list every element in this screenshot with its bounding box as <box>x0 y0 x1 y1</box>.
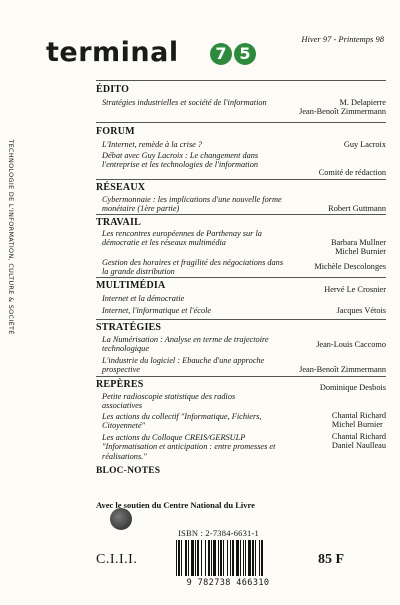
globe-stamp-icon <box>110 508 132 530</box>
section-rule <box>96 214 386 215</box>
price: 85 F <box>318 552 345 567</box>
entry-author: Chantal Richard Daniel Naulleau <box>331 432 386 451</box>
entry-author: Jean-Louis Caccomo <box>316 340 386 349</box>
bloc-notes-heading: BLOC-NOTES <box>96 466 161 476</box>
isbn: ISBN : 2-7384-6631-1 <box>178 528 259 538</box>
issue-digit: 7 <box>210 43 232 65</box>
entry-author: Comité de rédaction <box>318 168 386 177</box>
section-title-reperes: REPÈRES <box>96 379 144 390</box>
entry-title: Les rencontres européennes de Parthenay sur la démocratie et les réseaux multimédia <box>102 229 262 248</box>
masthead <box>46 34 386 70</box>
section-title-reseaux: RÉSEAUX <box>96 182 146 193</box>
sidebar-tagline <box>1 72 21 402</box>
section-rule <box>96 277 386 278</box>
issue-digit: 5 <box>234 43 256 65</box>
entry-title: Stratégies industrielles et société de l'information <box>102 98 267 107</box>
section-rule <box>96 179 386 180</box>
entry-author: Michèle Descolonges <box>314 262 386 271</box>
entry-author: Guy Lacroix <box>343 140 386 149</box>
entry-title: Les actions du Colloque CREIS/GERSULP "Informatisation et anticipation : entre promesses et réalisations." <box>102 433 276 461</box>
section-rule <box>96 376 386 377</box>
entry-title: Internet et la démocratie <box>102 294 185 303</box>
entry-author: M. Delapierre Jean-Benoît Zimmermann <box>299 98 386 117</box>
section-title-multimedia: MULTIMÉDIA <box>96 280 166 291</box>
entry-title: L'Internet, remède à la crise ? <box>102 140 203 149</box>
entry-title: La Numérisation : Analyse en terme de trajectoire technologique <box>102 335 269 354</box>
entry-title: Petite radioscopie statistique des radios associatives <box>102 392 236 411</box>
section-rule <box>96 122 386 123</box>
entry-title: Cybermonnaie : les implications d'une nouvelle forme monétaire (1ère partie) <box>102 195 282 214</box>
section-title-strategies: STRATÉGIES <box>96 322 162 333</box>
entry-author: Chantal Richard Michel Burnier <box>331 411 386 430</box>
publisher-name: C.I.I.I. <box>96 552 138 567</box>
section-title-edito: ÉDITO <box>96 84 130 95</box>
support-notice: Avec le soutien du Centre National du Livre <box>96 500 255 510</box>
issue-season: Hiver 97 - Printemps 98 <box>301 34 384 44</box>
entry-author: Robert Guttmann <box>328 204 386 213</box>
section-title-travail: TRAVAIL <box>96 217 141 228</box>
barcode-number: 9 782738 466310 <box>186 578 270 588</box>
entry-author: Dominique Desbois <box>319 383 386 392</box>
entry-title: L'industrie du logiciel : Ebauche d'une approche prospective <box>102 356 265 375</box>
entry-title: Internet, l'informatique et l'école <box>102 306 212 315</box>
entry-title: Gestion des horaires et fragilité des négociations dans la grande distribution <box>102 258 284 277</box>
section-title-forum: FORUM <box>96 126 135 137</box>
entry-title: Les actions du collectif "Informatique, Fichiers, Citoyenneté" <box>102 412 262 431</box>
logo: terminal <box>46 37 179 68</box>
entry-author: Jean-Benoît Zimmermann <box>299 365 386 374</box>
tagline-text: TECHNOLOGIE DE L'INFORMATION, CULTURE & SOCIÉTÉ <box>7 139 15 335</box>
section-rule <box>96 80 386 81</box>
section-rule <box>96 319 386 320</box>
entry-author: Hervé Le Crosnier <box>324 285 386 294</box>
barcode-icon <box>174 540 282 576</box>
entry-title: Débat avec Guy Lacroix : Le changement dans l'entreprise et les technologies de l'information <box>102 151 259 170</box>
entry-author: Jacques Vétois <box>336 306 386 315</box>
entry-author: Barbara Mullner Michel Burnier <box>330 238 386 257</box>
issue-number <box>210 43 256 65</box>
